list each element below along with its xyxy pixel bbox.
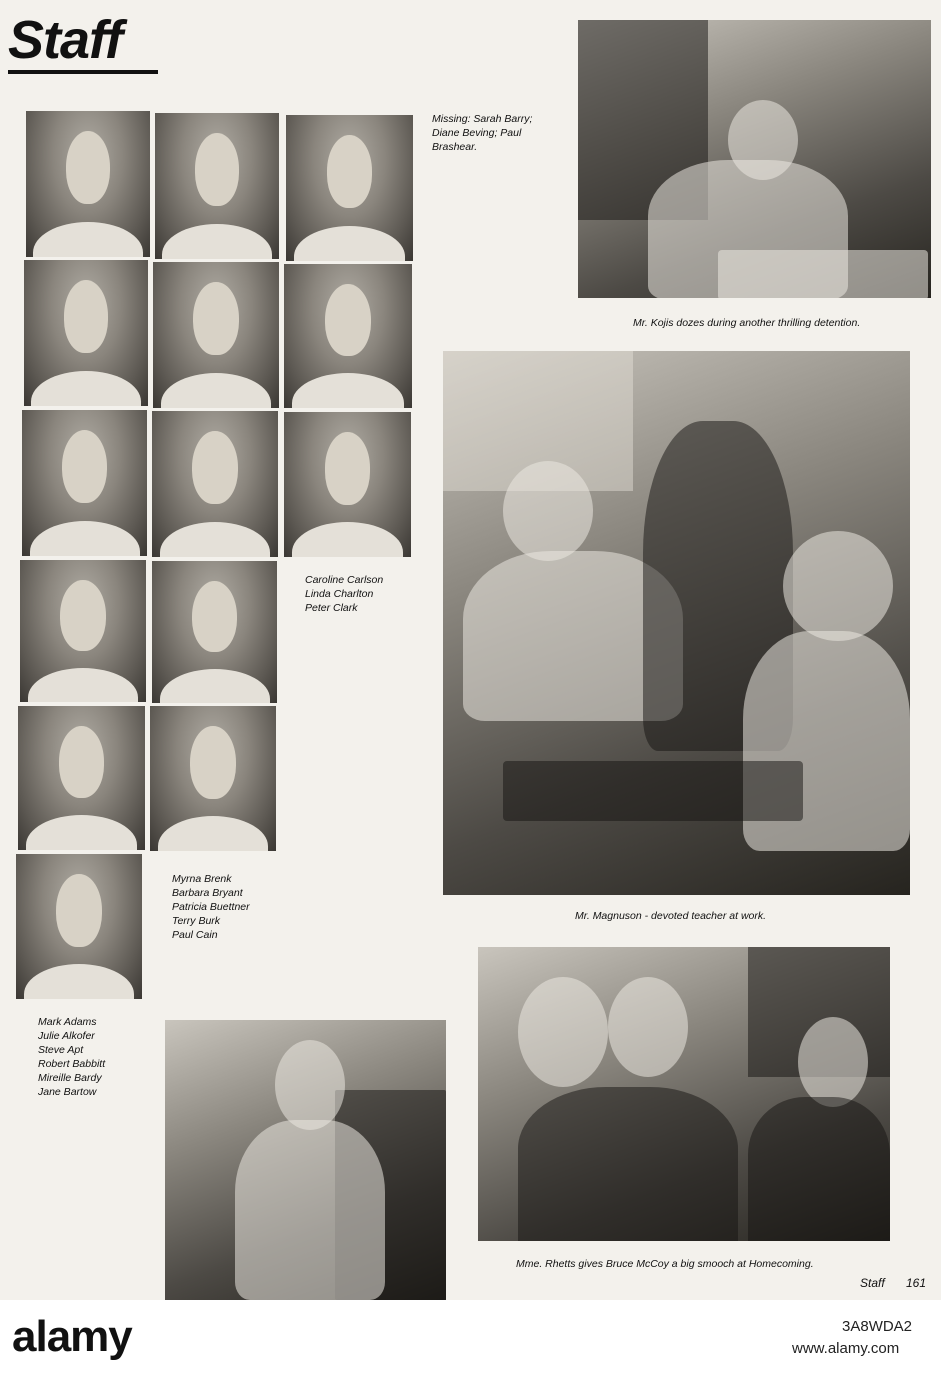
watermark-url: www.alamy.com	[792, 1340, 900, 1357]
staff-portrait	[16, 854, 142, 999]
staff-portrait	[152, 561, 277, 703]
staff-portrait	[152, 411, 278, 557]
names-group-b: Myrna Brenk Barbara Bryant Patricia Buettner Terry Burk Paul Cain	[172, 873, 250, 941]
staff-portrait	[286, 115, 413, 261]
photo-magnuson-teaching	[443, 351, 910, 895]
watermark-brand: alamy	[12, 1312, 132, 1361]
missing-note: Missing: Sarah Barry; Diane Beving; Paul Brashear.	[432, 113, 533, 153]
names-group-c: Mark Adams Julie Alkofer Steve Apt Robert Babbitt Mireille Bardy Jane Bartow	[38, 1016, 106, 1098]
staff-portrait	[26, 111, 150, 257]
title-underline	[8, 70, 158, 74]
photo-kojis-detention	[578, 20, 931, 298]
watermark-image-code: 3A8WDA2	[842, 1318, 913, 1335]
photo-homecoming-kiss	[478, 947, 890, 1241]
caption-magnuson: Mr. Magnuson - devoted teacher at work.	[575, 910, 767, 922]
staff-portrait	[18, 706, 145, 850]
caption-homecoming: Mme. Rhetts gives Bruce McCoy a big smooch at Homecoming.	[516, 1258, 814, 1270]
staff-portrait	[155, 113, 279, 259]
staff-portrait	[150, 706, 276, 851]
staff-portrait	[153, 262, 279, 408]
names-group-a: Caroline Carlson Linda Charlton Peter Clark	[305, 574, 384, 614]
staff-portrait	[284, 412, 411, 557]
staff-portrait	[20, 560, 146, 702]
page-title: Staff	[8, 10, 123, 70]
watermark-footer	[0, 1300, 941, 1390]
staff-portrait	[24, 260, 148, 406]
staff-portrait	[22, 410, 147, 556]
caption-kojis: Mr. Kojis dozes during another thrilling detention.	[633, 317, 861, 329]
footer-page-number: 161	[906, 1276, 927, 1290]
footer-section: Staff	[860, 1276, 885, 1290]
staff-portrait	[284, 264, 412, 408]
photo-teacher-bowtie	[165, 1020, 446, 1300]
